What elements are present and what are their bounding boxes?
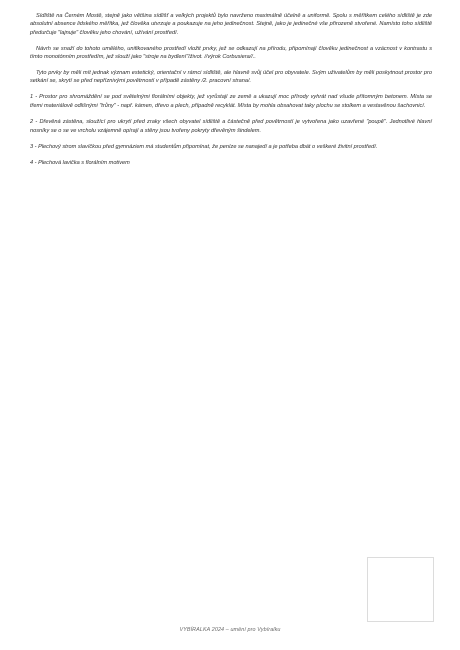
- list-item-3: 3 - Plechový strom slavíčkou před gymnáziem má studentům připomínat, že peníze se nanajedí a je potřeba dbát o veškeré živitní prostředí.: [30, 143, 378, 150]
- image-placeholder-box: [367, 557, 434, 622]
- paragraph-design: Návrh se snaží do tohoto umělého, unifikovaného prostředí vložit prvky, jež se odkazují na přírodu, připomínají člověku jedinečnost a vzácnost v kontrastu s tímto monotónním prostředím, jež slouží jako "stroje na bydlení"/život. //výrok Corbusiera//..: [30, 45, 432, 61]
- paragraph-purpose: Tyto prvky by měli mít jednak význam estetický, orientační v rámci sídliště, ale hlavně svůj účel pro obyvatele. Svým uživatelům by měli poskytnout prostor pro setkání se, skrytí se před nepříznivými povětrností v případě zástěny /2. pracovní strana/.: [30, 70, 432, 85]
- list-item-4: 4 - Plechová lavička s florálním motivem: [30, 160, 130, 167]
- list-item-1: 1 - Prostor pro shromáždění se pod světelnými florálními objekty, jež vyrůstají ze země a ukazují moc přírody vyhrát nad všude přítomným betonem. Místa se třemi materiálově odlišnými "trůny" - např. kámen, dřevo a plech, případně recyklát. Místa by mohla obsahovat taky plochu se stolkem a vestavěnou šachovnicí.: [30, 94, 432, 109]
- list-item-2: 2 - Dřevěná zástěna, sloužící pro ukrytí před zraky všech obyvatel sídliště a částečně před povětrností je vytvořena jako uzavřené "poupě". Jednotlivé hlavní nosníky se o se ve vrcholu vzájemně opírají a stěny jsou tvořeny pokryty dřevěným šindelem.: [30, 119, 432, 134]
- body-text: [30, 12, 432, 168]
- paragraph-intro: Sídliště na Černém Mostě, stejně jako většina sídlišť a velkých projektů bylo navrženo maximálně účelně a uniformě. Spolu s měřítkem celého sídliště je zde absolutní absence lidského měřítka, jež člověka utvrzuje a poukazuje na jeho jedinečnost. Stejně, jako je jedinečné vše přirozeně stvořené. Namísto toho sídliště předurčuje "lajnuje" člověku jeho chování, užívání prostředí.: [30, 13, 432, 36]
- page-footer: VYBÍRALKA 2024 – umění pro Vybíralku: [179, 627, 281, 633]
